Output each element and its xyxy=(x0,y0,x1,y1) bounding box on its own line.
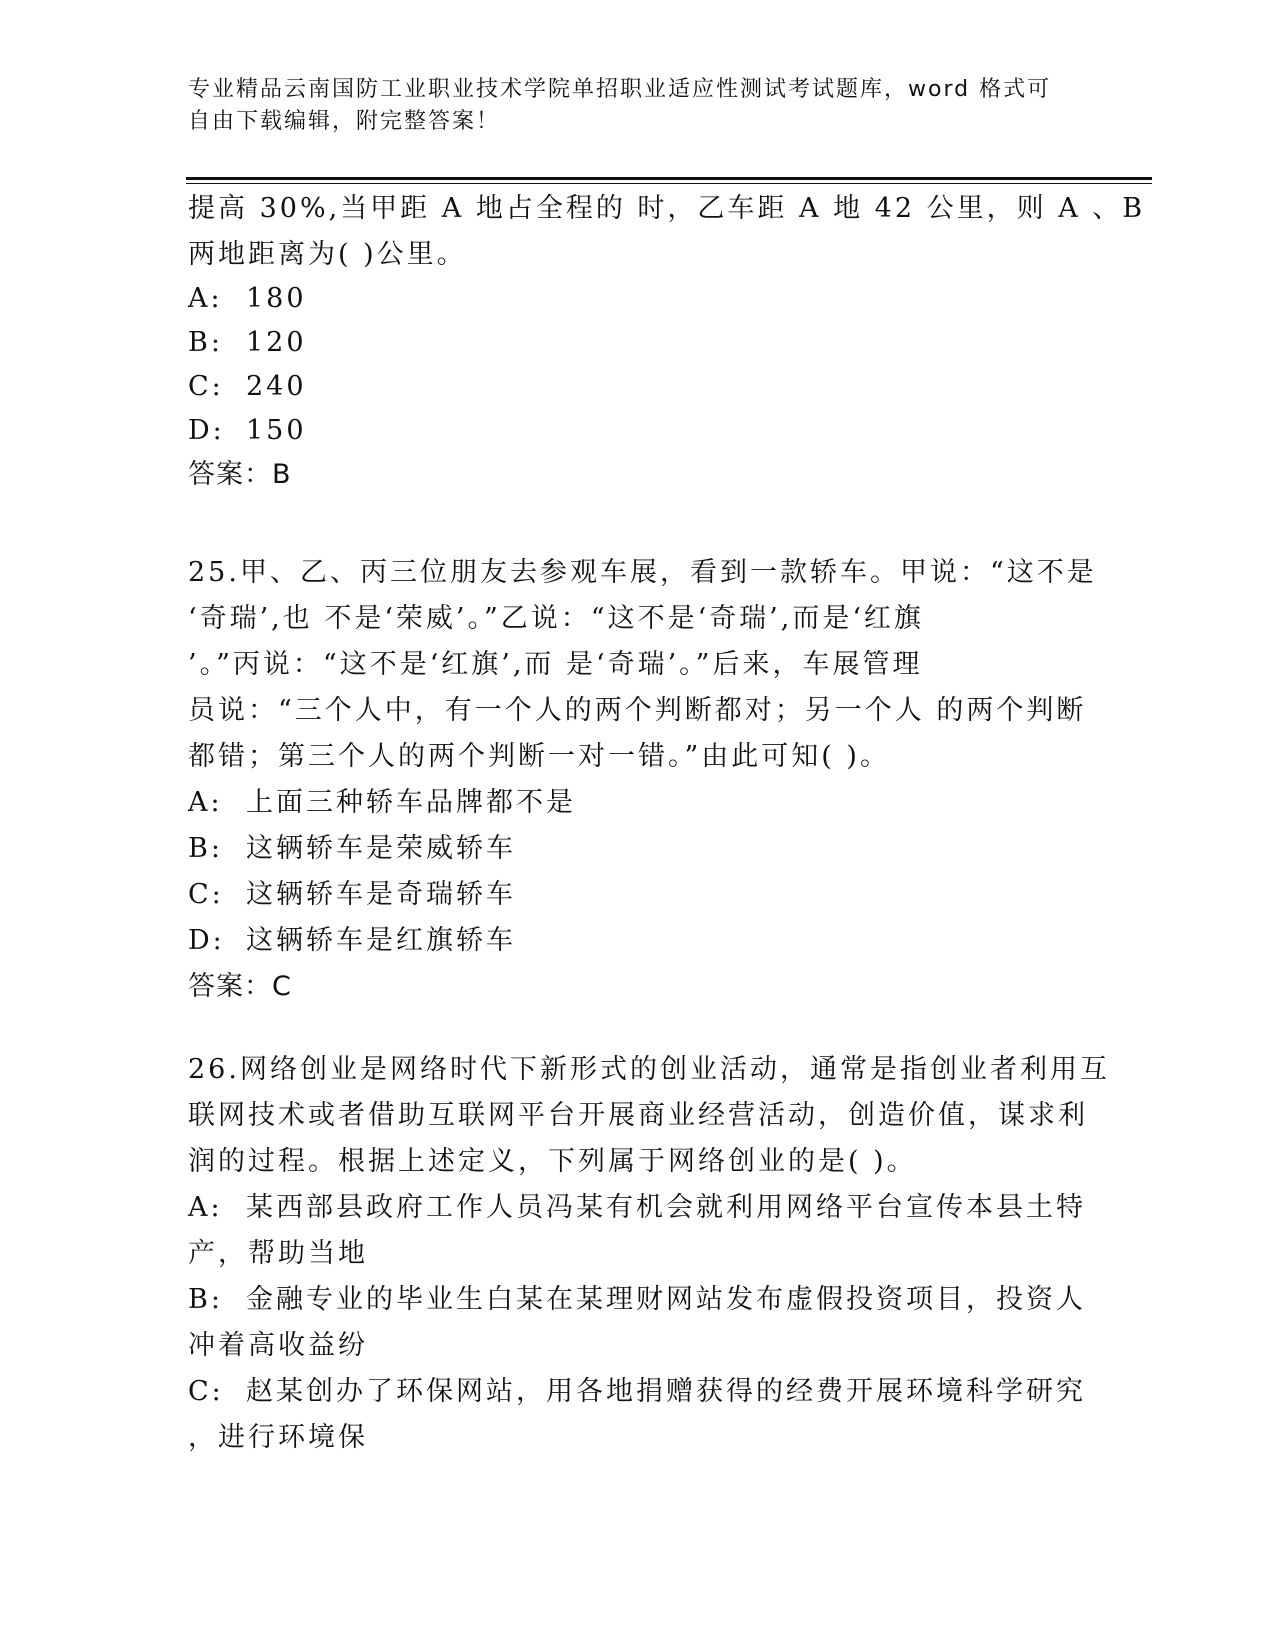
header-line-1: 专业精品云南国防工业职业技术学院单招职业适应性测试考试题库，word 格式可 xyxy=(188,77,1052,102)
page-header xyxy=(188,74,1068,138)
option-text: 上面三种轿车品牌都不是 xyxy=(246,787,576,818)
option-a xyxy=(188,276,1068,322)
answer: 答案：B xyxy=(188,459,292,490)
option-d xyxy=(188,408,1068,454)
option-label: C: xyxy=(188,1376,224,1407)
option-label: C: xyxy=(188,879,224,910)
option-text: 240 xyxy=(246,371,307,402)
header-divider-thick xyxy=(186,177,1152,180)
option-b xyxy=(188,1277,1086,1323)
option-label: A: xyxy=(188,283,223,314)
option-label: B: xyxy=(188,833,223,864)
option-text: 这辆轿车是奇瑞轿车 xyxy=(246,879,516,910)
header-line-2: 自由下载编辑，附完整答案！ xyxy=(188,109,501,134)
option-text: 这辆轿车是红旗轿车 xyxy=(246,925,516,956)
question-26 xyxy=(188,1047,1110,1461)
option-a xyxy=(188,780,1068,826)
option-a-continued: 产，帮助当地 xyxy=(188,1238,368,1269)
option-b-continued: 冲着高收益纷 xyxy=(188,1330,368,1361)
answer: 答案：C xyxy=(188,971,292,1002)
question-stem-line: 都错；第三个人的两个判断一对一错。”由此可知( )。 xyxy=(188,741,890,772)
question-stem-line: 联网技术或者借助互联网平台开展商业经营活动，创造价值，谋求利 xyxy=(188,1100,1088,1131)
question-stem-line: 25.甲、乙、丙三位朋友去参观车展，看到一款轿车。甲说：“这不是 xyxy=(188,557,1097,588)
option-label: A: xyxy=(188,787,223,818)
option-a xyxy=(188,1185,1086,1231)
question-stem-line: 润的过程。根据上述定义，下列属于网络创业的是( )。 xyxy=(188,1146,917,1177)
question-stem-line: 员说：“三个人中，有一个人的两个判断都对；另一个人 的两个判断 xyxy=(188,695,1087,726)
question-25 xyxy=(188,550,1097,1010)
option-c xyxy=(188,1369,1086,1415)
option-c xyxy=(188,364,1068,410)
question-stem-line: 提高 30%,当甲距 A 地占全程的 时，乙车距 A 地 42 公里，则 A 、B xyxy=(188,193,1146,224)
option-b xyxy=(188,826,1068,872)
option-text: 这辆轿车是荣威轿车 xyxy=(246,833,516,864)
question-stem-line: ’。”丙说：“这不是‘红旗’,而 是‘奇瑞’。”后来，车展管理 xyxy=(188,649,923,680)
question-stem-line: 26.网络创业是网络时代下新形式的创业活动，通常是指创业者利用互 xyxy=(188,1054,1110,1085)
option-label: D: xyxy=(188,925,225,956)
option-c xyxy=(188,872,1068,918)
question-24 xyxy=(188,186,1146,498)
option-text: 某西部县政府工作人员冯某有机会就利用网络平台宣传本县土特 xyxy=(246,1192,1086,1223)
option-text: 120 xyxy=(246,327,307,358)
option-text: 150 xyxy=(246,415,307,446)
option-label: B: xyxy=(188,1284,223,1315)
option-label: A: xyxy=(188,1192,223,1223)
option-b xyxy=(188,320,1068,366)
option-label: D: xyxy=(188,415,225,446)
option-text: 赵某创办了环保网站，用各地捐赠获得的经费开展环境科学研究 xyxy=(246,1376,1086,1407)
header-divider-thin xyxy=(186,183,1152,184)
option-text: 180 xyxy=(246,283,307,314)
option-text: 金融专业的毕业生白某在某理财网站发布虚假投资项目，投资人 xyxy=(246,1284,1086,1315)
option-label: C: xyxy=(188,371,224,402)
option-d xyxy=(188,918,1068,964)
option-label: B: xyxy=(188,327,223,358)
option-c-continued: ，进行环境保 xyxy=(188,1422,368,1453)
question-stem-line: 两地距离为( )公里。 xyxy=(188,239,467,270)
question-stem-line: ‘奇瑞’,也 不是‘荣威’。”乙说：“这不是‘奇瑞’,而是‘红旗 xyxy=(188,603,924,634)
